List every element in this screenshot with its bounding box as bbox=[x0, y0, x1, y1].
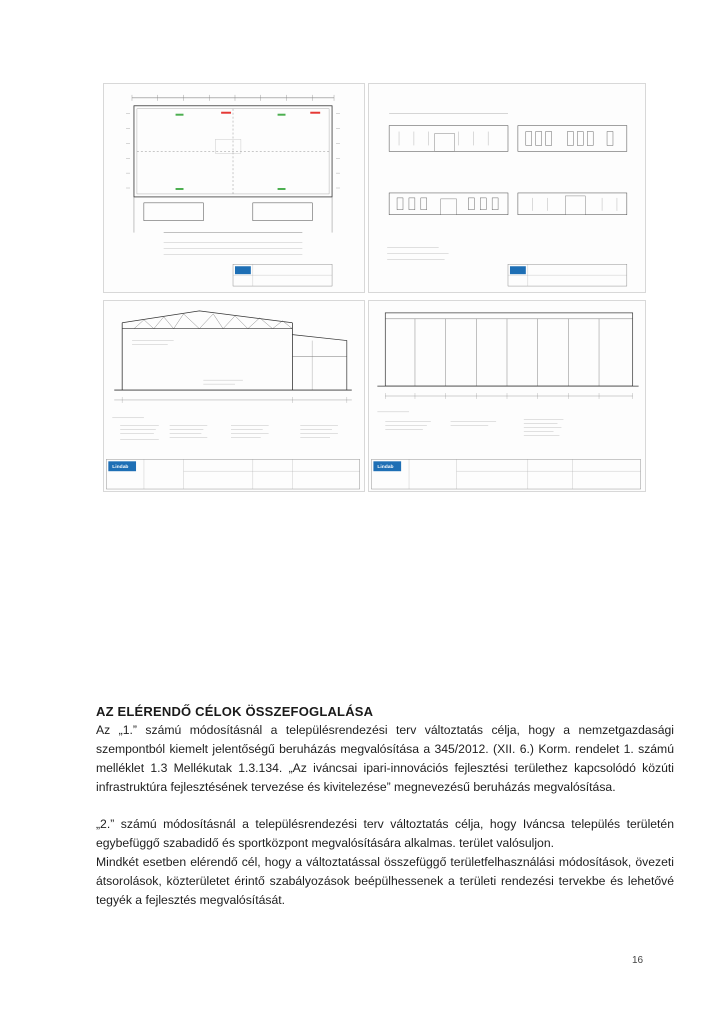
long-section-svg bbox=[369, 301, 645, 491]
long-section-drawing bbox=[368, 300, 646, 492]
cross-section-drawing bbox=[103, 300, 365, 492]
lindab-logo: Lindab bbox=[112, 465, 129, 471]
elevations-drawing bbox=[368, 83, 646, 293]
elevations-svg bbox=[369, 84, 645, 292]
floorplan-drawing bbox=[103, 83, 365, 293]
lindab-logo: Lindab bbox=[377, 465, 394, 471]
section-heading: AZ ELÉRENDŐ CÉLOK ÖSSZEFOGLALÁSA bbox=[96, 704, 374, 719]
paragraph-modification-2: „2.” számú módosításnál a településrendezési terv változtatás célja, hogy Iváncsa település területén egybefüggő szabadidő és sportközpont megvalósítására alkalmas. terület valósuljon. bbox=[96, 817, 674, 850]
floorplan-svg bbox=[104, 84, 364, 292]
page-number: 16 bbox=[632, 955, 644, 966]
cross-section-svg bbox=[104, 301, 364, 491]
paragraph-modification-1: Az „1.” számú módosításnál a településrendezési terv változtatás célja, hogy a nemzetgazdasági szempontból kiemelt jelentőségű beruházás megvalósítása a 345/2012. (XII. 6.) Korm. rendelet 1. számú melléklet 1.3 Mellékutak 1.3.134. „Az iváncsai ipari-innovációs fejlesztési területhez kapcsolódó közúti infrastruktúra fejlesztésének tervezése és kivitelezése” megnevezésű beruházás megvalósítása. bbox=[96, 723, 674, 794]
paragraph-common-goal: Mindkét esetben elérendő cél, hogy a változtatással összefüggő területfelhasználási módosítások, övezeti átsorolások, közterületet érintő szabályozások beépülhessenek a területi rendezési tervekbe és lehetővé tegyék a fejlesztés megvalósítását. bbox=[96, 855, 674, 907]
